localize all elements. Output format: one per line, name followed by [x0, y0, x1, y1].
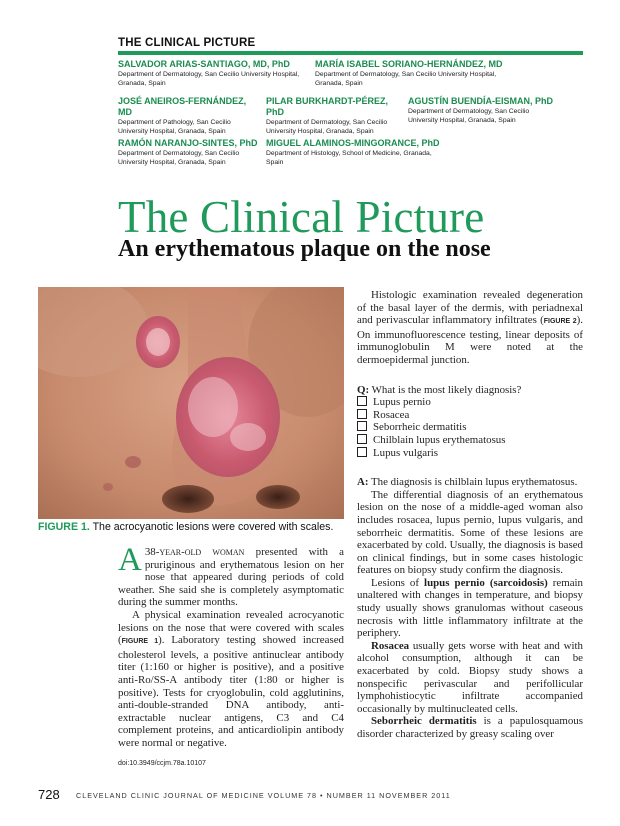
- figure-caption: [38, 521, 348, 533]
- option-item: [357, 396, 583, 409]
- author-block: [315, 59, 515, 88]
- author-block: [118, 96, 258, 136]
- option-item: [357, 421, 583, 434]
- author-block: [408, 96, 558, 125]
- author-name: JOSÉ ANEIROS-FERNÁNDEZ, MD: [118, 96, 247, 117]
- clinical-photo: [38, 287, 344, 519]
- pernio-term: lupus pernio (sarcoidosis): [424, 576, 548, 589]
- option-label: Seborrheic dermatitis: [373, 421, 467, 434]
- right-column: [357, 289, 583, 741]
- author-name: RAMÓN NARANJO-SINTES, PhD: [118, 138, 258, 148]
- author-affiliation: Department of Pathology, San Cecilio University Hospital, Granada, Spain: [118, 119, 231, 135]
- histology-text-b: ). On immunofluorescence testing, linear deposits of immunoglobulin M were noted at the dermoepidermal junction.: [357, 314, 583, 366]
- option-item: [357, 434, 583, 447]
- author-name: MIGUEL ALAMINOS-MINGORANCE, PhD: [266, 138, 440, 148]
- histology-text-a: Histologic examination revealed degeneration of the basal layer of the dermis, with periadnexal and perivascular inflammatory infiltrates (: [357, 289, 583, 327]
- seborrheic-term: Seborrheic dermatitis: [371, 715, 477, 728]
- answer-options: [357, 396, 583, 459]
- author-affiliation: Department of Histology, School of Medicine, Granada, Spain: [266, 150, 432, 166]
- author-block: [118, 138, 258, 167]
- exam-paragraph: [118, 609, 344, 750]
- answer-label: A:: [357, 476, 369, 489]
- nose-lesion-image: [38, 287, 344, 519]
- question-text: What is the most likely diagnosis?: [369, 383, 522, 396]
- seborrheic-text: is a papulosquamous disorder characterized by greasy scaling over: [357, 715, 583, 740]
- option-item: [357, 447, 583, 460]
- author-block: [266, 96, 406, 136]
- exam-text-b: ). Laboratory testing showed increased cholesterol levels, a positive antinuclear antibody titer (1:160 or higher is positive), and a positive anti-Ro/SS-A antibody titer (1:80 or higher is positive). Tests for cryoglobulin, cold agglutinins, anti-double-stranded DNA antibody, anti-extractable nuclear antigens, C3 and C4 complement proteins, and anticardiolipin antibody were normal or negative.: [118, 634, 344, 749]
- rosacea-term: Rosacea: [371, 639, 410, 652]
- checkbox-icon: [357, 447, 367, 457]
- section-label: THE CLINICAL PICTURE: [118, 37, 256, 49]
- checkbox-icon: [357, 421, 367, 431]
- section-rule: [118, 51, 583, 55]
- option-item: [357, 409, 583, 422]
- option-label: Rosacea: [373, 408, 410, 421]
- author-affiliation: Department of Dermatology, San Cecilio University Hospital, Granada, Spain: [118, 71, 300, 87]
- pernio-text-b: remain unaltered with changes in temperature, and biopsy study usually shows granulomas without caseous necrosis with little inflammatory infiltrate at the periphery.: [357, 576, 583, 640]
- rosacea-text: usually gets worse with heat and with alcohol consumption, although it can be exacerbated by cold. Biopsy study shows a nonspecific perivascular and perifollicular lymphohistiocytic infiltrate accompanied occasionally by multinucleated cells.: [357, 639, 583, 715]
- question: [357, 384, 583, 397]
- rosacea-paragraph: [357, 640, 583, 716]
- author-affiliation: Department of Dermatology, San Cecilio University Hospital, Granada, Spain: [118, 150, 240, 166]
- checkbox-icon: [357, 434, 367, 444]
- figure-1-reference: FIGURE 1: [121, 638, 159, 646]
- intro-text: presented with a pruriginous and erythematous lesion on her nose that appeared during periods of cold weather. She said she is completely asymptomatic during the summer months.: [118, 546, 344, 609]
- checkbox-icon: [357, 396, 367, 406]
- lead-in: 38-year-old woman: [144, 546, 245, 558]
- author-block: [118, 59, 303, 88]
- answer: [357, 476, 583, 489]
- intro-paragraph: [118, 542, 344, 609]
- author-name: PILAR BURKHARDT-PÉREZ, PhD: [266, 96, 389, 117]
- exam-text-a: A physical examination revealed acrocyanotic lesions on the nose that were covered with scales (: [118, 608, 344, 647]
- page-title: The Clinical Picture: [118, 192, 485, 242]
- option-label: Chilblain lupus erythematosus: [373, 433, 506, 446]
- option-label: Lupus vulgaris: [373, 446, 439, 459]
- author-affiliation: Department of Dermatology, San Cecilio University Hospital, Granada, Spain: [266, 119, 388, 135]
- differential-paragraph: The differential diagnosis of an erythematous lesion on the nose of a middle-aged woman also includes rosacea, lupus pernio, lupus vulgaris, and seborrheic dermatitis. Some of these lesions are exacerbated by cold. Usually, the diagnosis is based on clinical findings, but in some cases histologic features on biopsy study confirm the diagnosis.: [357, 488, 583, 577]
- seborrheic-paragraph: [357, 715, 583, 740]
- author-name: SALVADOR ARIAS-SANTIAGO, MD, PhD: [118, 59, 290, 69]
- histology-paragraph: [357, 289, 583, 367]
- author-name: AGUSTÍN BUENDÍA-EISMAN, PhD: [408, 96, 554, 106]
- page-subtitle: An erythematous plaque on the nose: [118, 236, 491, 262]
- author-affiliation: Department of Dermatology, San Cecilio University Hospital, Granada, Spain: [408, 108, 530, 124]
- figure-caption-text: The acrocyanotic lesions were covered with scales.: [92, 521, 334, 533]
- author-block: [266, 138, 446, 167]
- page-number: 728: [38, 787, 60, 802]
- author-affiliation: Department of Dermatology, San Cecilio University Hospital, Granada, Spain: [315, 71, 497, 87]
- running-head: CLEVELAND CLINIC JOURNAL OF MEDICINE VOLUME 78 • NUMBER 11 NOVEMBER 2011: [76, 791, 451, 800]
- checkbox-icon: [357, 409, 367, 419]
- author-name: MARÍA ISABEL SORIANO-HERNÁNDEZ, MD: [315, 59, 503, 69]
- question-label: Q:: [357, 383, 370, 396]
- doi: doi:10.3949/ccjm.78a.10107: [118, 759, 206, 767]
- pernio-text-a: Lesions of: [371, 576, 425, 589]
- figure-2-reference: FIGURE 2: [543, 318, 577, 326]
- left-column: [118, 542, 344, 770]
- option-label: Lupus pernio: [373, 396, 431, 409]
- lupus-pernio-paragraph: [357, 577, 583, 640]
- figure-label: FIGURE 1.: [38, 521, 90, 533]
- answer-text: The diagnosis is chilblain lupus erythematosus.: [368, 476, 578, 489]
- drop-cap: A: [118, 542, 142, 578]
